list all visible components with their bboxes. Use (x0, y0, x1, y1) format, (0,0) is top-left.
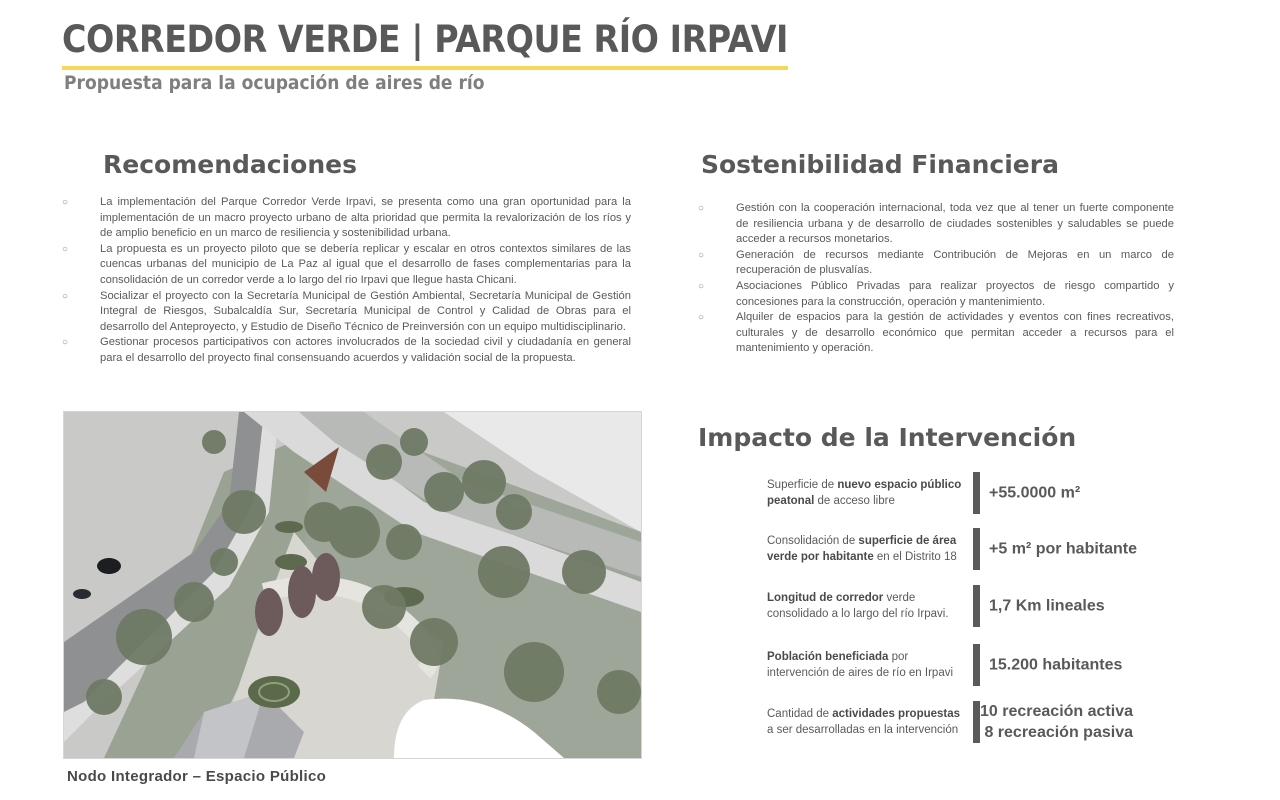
circle-bullet-icon: ○ (698, 249, 705, 261)
sostenibilidad-list (698, 201, 1174, 357)
impact-description: Superficie de nuevo espacio público peatonal de acceso libre (767, 479, 962, 507)
impact-row-longitud (767, 585, 1207, 627)
impact-divider-bar (973, 701, 980, 743)
circle-bullet-icon: ○ (62, 337, 69, 349)
recomendaciones-heading: Recomendaciones (103, 150, 357, 179)
list-item: ○ La implementación del Parque Corredor Verde Irpavi, se presenta como una gran oportunidad para la implementación de un macro proyecto urbano de alta prioridad que permita la revalorización de los ríos y de amplio beneficio en un marco de resiliencia y sostenibilidad urbana. (62, 196, 631, 240)
impact-divider-bar (973, 472, 980, 514)
impact-value: +5 m² por habitante (989, 540, 1138, 558)
circle-bullet-icon: ○ (62, 290, 69, 302)
page-title: CORREDOR VERDE | PARQUE RÍO IRPAVI (62, 18, 789, 61)
list-item: ○ Alquiler de espacios para la gestión de actividades y eventos con fines recreativos, culturales y de desarrollo económico que permitan acceder a recursos para el mantenimiento y operación. (698, 311, 1174, 355)
impact-description: Longitud de corredor verde consolidado a lo largo del río Irpavi. (767, 592, 949, 620)
impact-row-area-verde (767, 528, 1207, 570)
list-item: ○ Asociaciones Público Privadas para realizar proyectos de riesgo compartido y concesiones para la construcción, operación y mantenimiento. (698, 279, 1174, 308)
impact-divider-bar (973, 528, 980, 570)
impact-description: Cantidad de actividades propuestas a ser desarrolladas en la intervención (767, 708, 961, 736)
title-underline (62, 66, 788, 70)
impact-description: Consolidación de superficie de área verde por habitante en el Distrito 18 (767, 535, 957, 563)
impacto-heading: Impacto de la Intervención (698, 423, 1077, 452)
circle-bullet-icon: ○ (62, 243, 69, 255)
impact-row-poblacion (767, 644, 1207, 686)
list-item: ○ La propuesta es un proyecto piloto que se debería replicar y escalar en otros contextos similares de las cuencas urbanas del municipio de La Paz al igual que el desarrollo de fases complementarias para la consolidación de un corredor verde a lo largo del rio Irpavi que llegue hasta Chicani. (62, 242, 631, 286)
impact-divider-bar (973, 644, 980, 686)
sostenibilidad-heading: Sostenibilidad Financiera (701, 150, 1059, 179)
circle-bullet-icon: ○ (698, 280, 705, 292)
impact-value: 1,7 Km lineales (989, 597, 1105, 615)
impact-row-espacio-publico (767, 472, 1207, 514)
circle-bullet-icon: ○ (62, 197, 69, 208)
list-item: ○ Socializar el proyecto con la Secretaría Municipal de Gestión Ambiental, Secretaría Municipal de Gestión Integral de Riesgos, Subalcaldía Sur, Secretaría Municipal de Control y Calidad de Obras para el desarrollo del Anteproyecto, y Estudio de Diseño Técnico de Preinversión con un equipo multidisciplinario. (62, 289, 631, 333)
circle-bullet-icon: ○ (698, 203, 705, 214)
list-item: ○ Gestión con la cooperación internacional, toda vez que al tener un fuerte componente de resiliencia urbana y de desarrollo de ciudades sostenibles y saludables se puede acceder a recursos monetarios. (698, 202, 1174, 246)
impact-divider-bar (973, 585, 980, 627)
impact-value: +55.0000 m² (989, 484, 1081, 502)
impact-value: 10 recreación activa 8 recreación pasiva (980, 703, 1133, 741)
circle-bullet-icon: ○ (698, 312, 705, 324)
impact-row-actividades (767, 701, 1207, 743)
page-subtitle: Propuesta para la ocupación de aires de río (64, 72, 485, 94)
park-render-image (63, 411, 642, 759)
list-item: ○ Generación de recursos mediante Contribución de Mejoras en un marco de recuperación de plusvalías. (698, 248, 1174, 277)
figure-caption: Nodo Integrador – Espacio Público (67, 768, 327, 785)
recomendaciones-list (62, 195, 631, 367)
list-item: ○ Gestionar procesos participativos con actores involucrados de la sociedad civil y ciudadanía en general para el desarrollo del proyecto final consensuando acuerdos y validación social de la propuesta. (62, 336, 631, 364)
impact-value: 15.200 habitantes (989, 656, 1123, 674)
impact-description: Población beneficiada por intervención de aires de río en Irpavi (767, 651, 954, 679)
